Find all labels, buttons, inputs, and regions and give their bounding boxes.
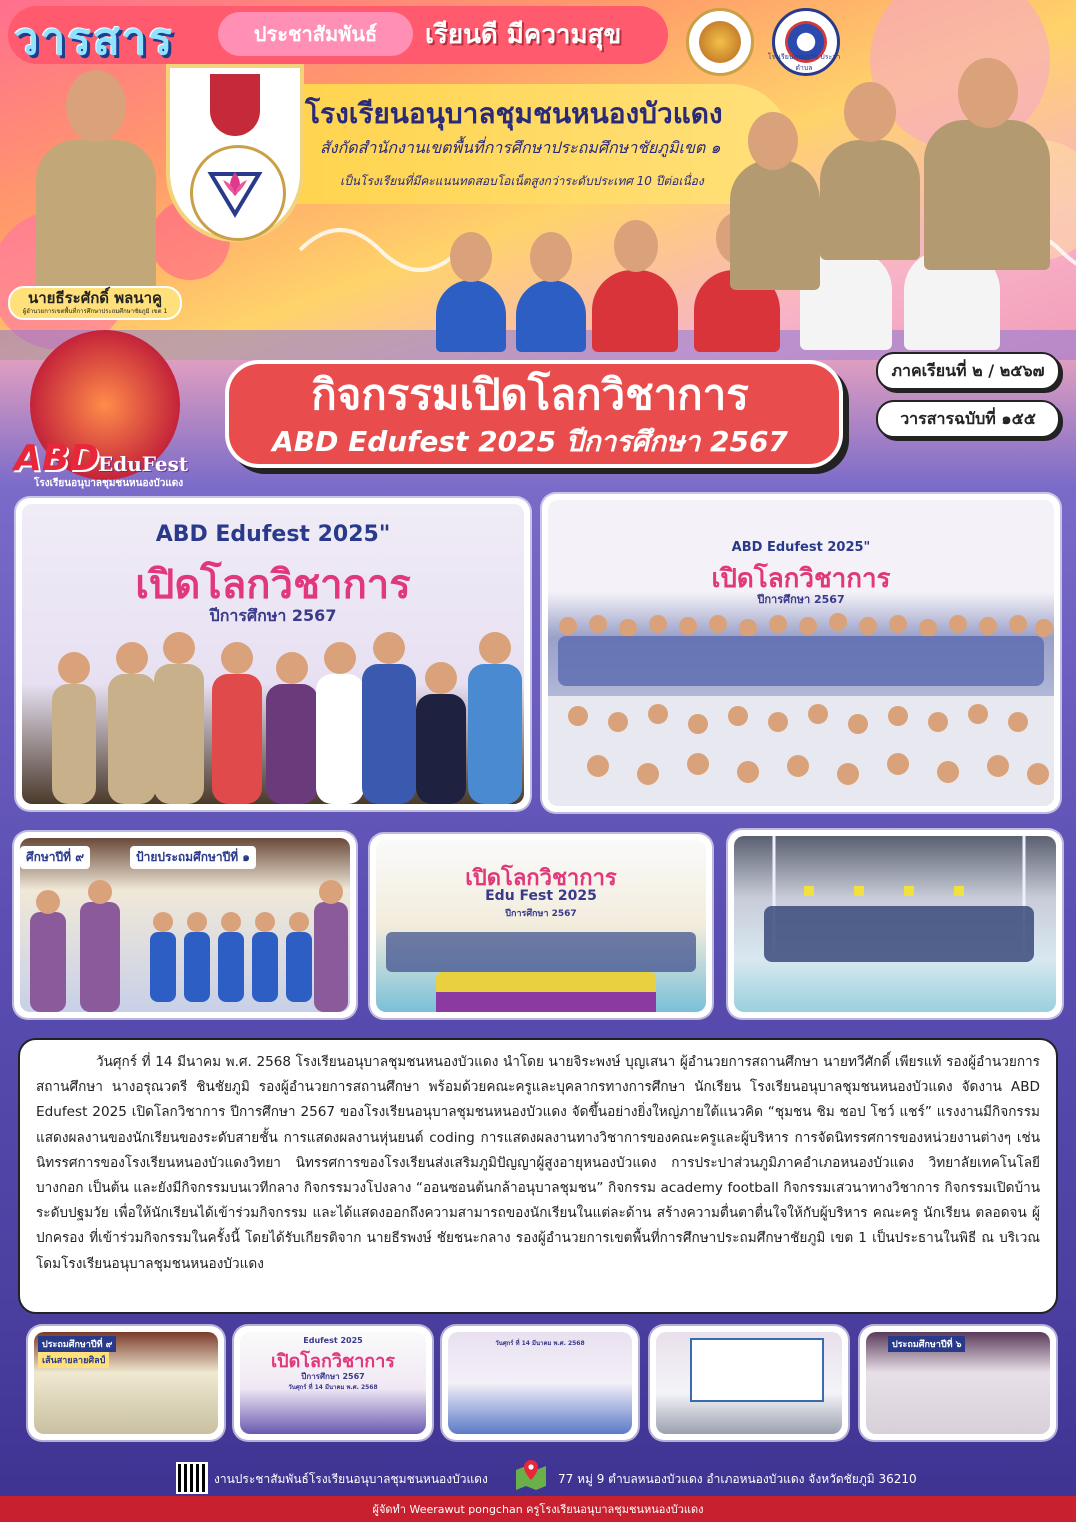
- photo-art-exhibit: [28, 1326, 224, 1440]
- dome-scene: [734, 836, 1056, 1012]
- grade-sign: ประถมศึกษาปีที่ ๙: [38, 1336, 116, 1352]
- school-address: 77 หมู่ 9 ตำบลหนองบัวแดง อำเภอหนองบัวแดง จังหวัดชัยภูมิ 36210: [558, 1472, 917, 1486]
- photo-stage-dance: [234, 1326, 432, 1440]
- photo-visitors: [860, 1326, 1056, 1440]
- grade-sign: ประถมศึกษาปีที่ ๖: [888, 1336, 965, 1352]
- abd-logo-text: ABD: [14, 438, 100, 479]
- title-line-2: ABD Edufest 2025 ปีการศึกษา 2567: [272, 425, 788, 458]
- article-text: วันศุกร์ ที่ 14 มีนาคม พ.ศ. 2568 โรงเรียนอนุบาลชุมชนหนองบัวแดง นำโดย นายจิระพงษ์ บุญเสนา ผู้อำนวยการสถานศึกษา นายทวีศักดิ์ เพียรแท้ รองผู้อำนวยการสถานศึกษา นางอรุณวตรี ชินชัยภูมิ รองผู้อำนวยการสถานศึกษา พร้อมด้วยคณะครูและบุคลากรทางการศึกษา นักเรียน โรงเรียนอนุบาลชุมชนหนองบัวแดง จัดงาน ABD Edufest 2025 เปิดโลกวิชาการ ปีการศึกษา 2567 ของโรงเรียนอนุบาลชุมชนหนองบัวแดง จัดขึ้นอย่างยิ่งใหญ่ภายใต้แนวคิด “ชุมชน ชิม ชอป โชว์ แชร์” แรงงานมีกิจกรรมแสดงผลงานของนักเรียนของระดับสายชั้น การแสดงผลงานหุ่นยนต์ coding การแสดงผลงานทางวิชาการของคณะครูและผู้บริหาร การจัดนิทรรศการของหน่วยงานต่างๆ เช่น นิทรรศการของโรงเรียนหนองบัวแดงวิทยา นิทรรศการของโรงเรียนส่งเสริมภูมิปัญญาผู้สูงอายุหนองบัวแดง การประปาส่วนภูมิภาคอำเภอหนองบัวแดง วิทยาลัยเทคโนโลยีบางกอก เป็นต้น และยังมีกิจกรรมบนเวทีกลาง กิจกรรมวงโปงลาง “ออนซอนต้นกล้าอนุบาลชุมชน” กิจกรรม academy football กิจกรรมเสวนาทางวิชาการ กิจกรรมเปิดบ้านระดับปฐมวัย เพื่อให้นักเรียนได้เข้าร่วมกิจกรรม และได้แสดงออกถึงความสามารถของนักเรียนในแต่ละด้าน สร้างความตื่นตาตื่นใจให้กับผู้บริหาร คณะครู นักเรียน ตลอดจน ผู้ปกครอง ที่เข้าร่วมกิจกรรมในครั้งนี้ โดยได้รับเกียรติจาก นายธีรพงษ์ ชัยชนะกลาง รองผู้อำนวยการเขตพื้นที่การศึกษาประถมศึกษาชัยภูมิ เขต 1 เป็นประธานในพิธี ณ บริเวณโดมโรงเรียนอนุบาลชุมชนหนองบัวแดง: [36, 1054, 1040, 1272]
- photo-dome-gathering: [728, 830, 1062, 1018]
- pr-label: ประชาสัมพันธ์: [218, 12, 413, 56]
- article-panel: [18, 1038, 1058, 1314]
- photo-stage-performance: [370, 834, 712, 1018]
- school-note: เป็นโรงเรียนที่มีคะแนนทดสอบโอเน็ตสูงกว่าระดับประเทศ 10 ปีต่อเนื่อง: [340, 174, 704, 188]
- photo-banner-text: ABD Edufest 2025": [155, 522, 391, 547]
- photo-group-assembly: [542, 494, 1060, 812]
- quality-school-caption: โรงเรียนคุณภาพ ประจำตำบล: [767, 53, 841, 72]
- photo-banner-sub: ปีการศึกษา 2567: [757, 593, 845, 606]
- director-name: นายธีระศักดิ์ พลนาคู: [27, 289, 163, 307]
- edufest-logo-text: EduFest: [98, 452, 189, 476]
- photo-banner-sub: ปีการศึกษา 2567: [301, 1372, 365, 1381]
- obec-logo: [686, 8, 754, 76]
- school-affiliation: สังกัดสำนักงานเขตพื้นที่การศึกษาประถมศึกษาชัยภูมิเขต ๑: [320, 138, 721, 157]
- vip-group-figures: [22, 624, 524, 804]
- director-title: ผู้อำนวยการเขตพื้นที่การศึกษาประถมศึกษาชัยภูมิ เขต 1: [22, 308, 168, 315]
- photo-banner-text: ABD Edufest 2025": [731, 540, 871, 555]
- photo-seminar: [650, 1326, 848, 1440]
- photo-banner-date: วันศุกร์ ที่ 14 มีนาคม พ.ศ. 2568: [288, 1384, 378, 1391]
- photo-students-show: [442, 1326, 638, 1440]
- obec-emblem-icon: [699, 21, 741, 63]
- magazine-word: วารสาร: [14, 14, 175, 65]
- presentation-screen: [690, 1338, 824, 1402]
- school-name: โรงเรียนอนุบาลชุมชนหนองบัวแดง: [305, 97, 723, 130]
- grade-sign-2: ป้ายประถมศึกษาปีที่ ๑: [130, 846, 256, 869]
- photo-banner-date: วันศุกร์ ที่ 14 มีนาคม พ.ศ. 2568: [495, 1340, 585, 1347]
- students-figures: [20, 872, 350, 1012]
- map-pin-icon: [514, 1458, 548, 1490]
- crowd-figures: [548, 606, 1054, 806]
- performers-figures: [376, 922, 706, 1012]
- photo-banner-top: Edufest 2025: [303, 1336, 363, 1345]
- pr-unit: งานประชาสัมพันธ์โรงเรียนอนุบาลชุมชนหนองบัวแดง: [214, 1472, 488, 1486]
- grade-sign: ศึกษาปีที่ ๙: [20, 846, 90, 869]
- photo-banner-sub-2: ปีการศึกษา 2567: [505, 909, 577, 919]
- photo-banner-title: เปิดโลกวิชาการ: [465, 866, 617, 891]
- footer-credit: ผู้จัดทำ Weerawut pongchan ครูโรงเรียนอนุบาลชุมชนหนองบัวแดง: [372, 1503, 704, 1516]
- photo-banner-title: เปิดโลกวิชาการ: [135, 562, 411, 608]
- school-logo: [190, 145, 286, 241]
- title-line-1: กิจกรรมเปิดโลกวิชาการ: [311, 370, 749, 419]
- photo-banner-sub: ปีการศึกษา 2567: [209, 606, 337, 625]
- issue-badge: วารสารฉบับที่ ๑๕๕: [876, 400, 1060, 438]
- qr-code-icon: [176, 1462, 208, 1494]
- director-name-tag: [8, 286, 182, 320]
- photo-banner-title: เปิดโลกวิชาการ: [271, 1351, 395, 1372]
- photo-students-grade: [14, 832, 356, 1018]
- obec-emblem-icon: [210, 74, 260, 136]
- exhibit-sign: เส้นสายลายศิลป์: [38, 1352, 109, 1368]
- lotus-icon: [193, 148, 277, 232]
- photo-banner-sub: Edu Fest 2025: [485, 888, 597, 904]
- semester-badge: ภาคเรียนที่ ๒ / ๒๕๖๗: [876, 352, 1060, 390]
- edufest-logo-school: โรงเรียนอนุบาลชุมชนหนองบัวแดง: [34, 478, 184, 489]
- school-motto: เรียนดี มีความสุข: [425, 20, 622, 50]
- photo-banner-title: เปิดโลกวิชาการ: [711, 564, 891, 594]
- photo-opening-ceremony: [16, 498, 530, 810]
